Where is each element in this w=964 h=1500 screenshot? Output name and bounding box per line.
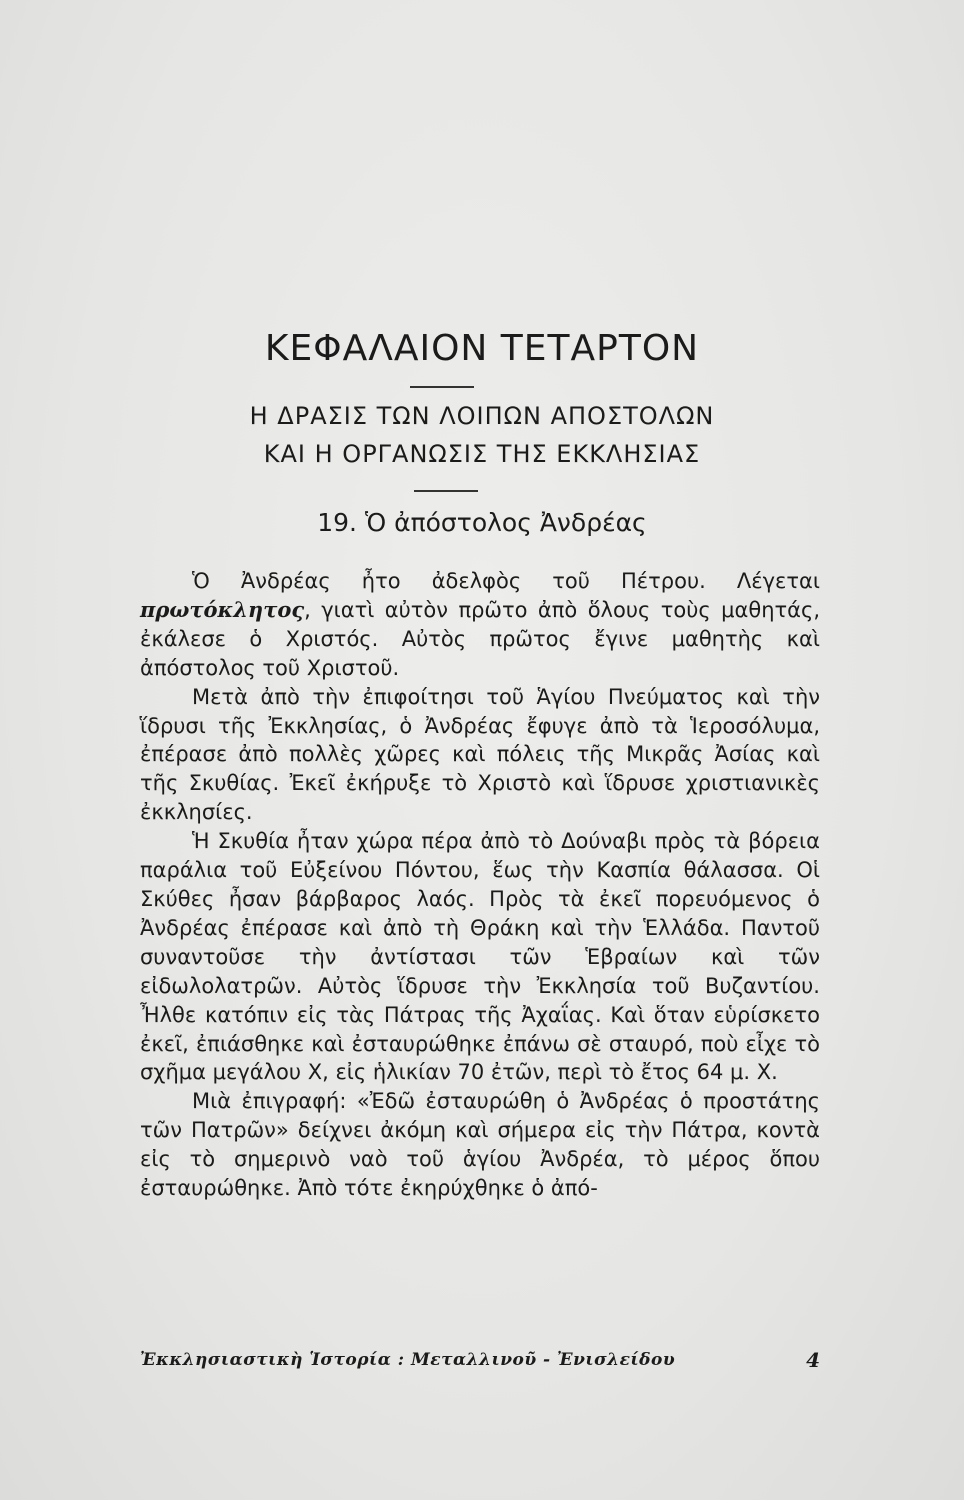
footer-source: Ἐκκλησιαστικὴ Ἱστορία : Μεταλλινοῦ - Ἐνισλείδου xyxy=(140,1350,676,1370)
paragraph-1-end: , γιατὶ αὐτὸν πρῶτο ἀπὸ ὅλους τοὺς μαθητάς, ἐκάλεσε ὁ Χριστός. Αὐτὸς πρῶτος ἔγινε μαθητὴς καὶ ἀπόστολος τοῦ Χριστοῦ. xyxy=(140,597,820,680)
section-title-line-1: Η ΔΡΑΣΙΣ ΤΩΝ ΛΟΙΠΩΝ ΑΠΟΣΤΟΛΩΝ xyxy=(249,402,715,430)
paragraph-1 xyxy=(140,567,820,683)
subsection-title: 19. Ὁ ἀπόστολος Ἀνδρέας xyxy=(317,508,647,537)
page-number: 4 xyxy=(806,1348,820,1372)
paragraph-3: Ἡ Σκυθία ἦταν χώρα πέρα ἀπὸ τὸ Δούναβι πρὸς τὰ βόρεια παράλια τοῦ Εὐξείνου Πόντου, ἕως τὴν Κασπία θάλασσα. Οἱ Σκύθες ἦσαν βάρβαρος λαός. Πρὸς τὰ ἐκεῖ πορευόμενος ὁ Ἀνδρέας ἐπέρασε καὶ ἀπὸ τὴ Θράκη καὶ τὴν Ἑλλάδα. Παντοῦ συναντοῦσε τὴν ἀντίστασι τῶν Ἑβραίων καὶ τῶν εἰδωλολατρῶν. Αὐτὸς ἵδρυσε τὴν Ἐκκλησία τοῦ Βυζαντίου. Ἦλθε κατόπιν εἰς τὰς Πάτρας τῆς Ἀχαΐας. Καὶ ὅταν εὑρίσκετο ἐκεῖ, ἐπιάσθηκε καὶ ἐσταυρώθηκε ἐπάνω σὲ σταυρό, ποὺ εἶχε τὸ σχῆμα μεγάλου Χ, εἰς ἡλικίαν 70 ἐτῶν, περὶ τὸ ἔτος 64 μ. Χ. xyxy=(140,829,820,1085)
paragraph-4: Μιὰ ἐπιγραφή: «Ἐδῶ ἐσταυρώθη ὁ Ἀνδρέας ὁ προστάτης τῶν Πατρῶν» δείχνει ἀκόμη καὶ σήμερα εἰς τὴν Πάτρα, κοντὰ εἰς τὸ σημερινὸ ναὸ τοῦ ἁγίου Ἀνδρέα, τὸ μέρος ὅπου ἐσταυρώθηκε. Ἀπὸ τότε ἐκηρύχθηκε ὁ ἀπό- xyxy=(140,1089,820,1201)
chapter-title: ΚΕΦΑΛΑΙΟΝ ΤΕΤΑΡΤΟΝ xyxy=(264,328,700,369)
paragraph-1-start: Ὁ Ἀνδρέας ἦτο ἀδελφὸς τοῦ Πέτρου. Λέγεται xyxy=(192,569,820,593)
emphasis-term: πρωτόκλητος xyxy=(140,596,305,622)
title-divider-top xyxy=(410,386,474,388)
title-divider-bottom xyxy=(414,490,478,492)
section-title-line-2: ΚΑΙ Η ΟΡΓΑΝΩΣΙΣ ΤΗΣ ΕΚΚΛΗΣΙΑΣ xyxy=(263,440,701,468)
paragraph-2: Μετὰ ἀπὸ τὴν ἐπιφοίτησι τοῦ Ἁγίου Πνεύματος καὶ τὴν ἵδρυσι τῆς Ἐκκλησίας, ὁ Ἀνδρέας ἔφυγε ἀπὸ τὰ Ἱεροσόλυμα, ἐπέρασε ἀπὸ πολλὲς χῶρες καὶ πόλεις τῆς Μικρᾶς Ἀσίας καὶ τῆς Σκυθίας. Ἐκεῖ ἐκήρυξε τὸ Χριστὸ καὶ ἵδρυσε χριστιανικὲς ἐκκλησίες. xyxy=(140,684,820,825)
body-text xyxy=(140,567,820,1203)
